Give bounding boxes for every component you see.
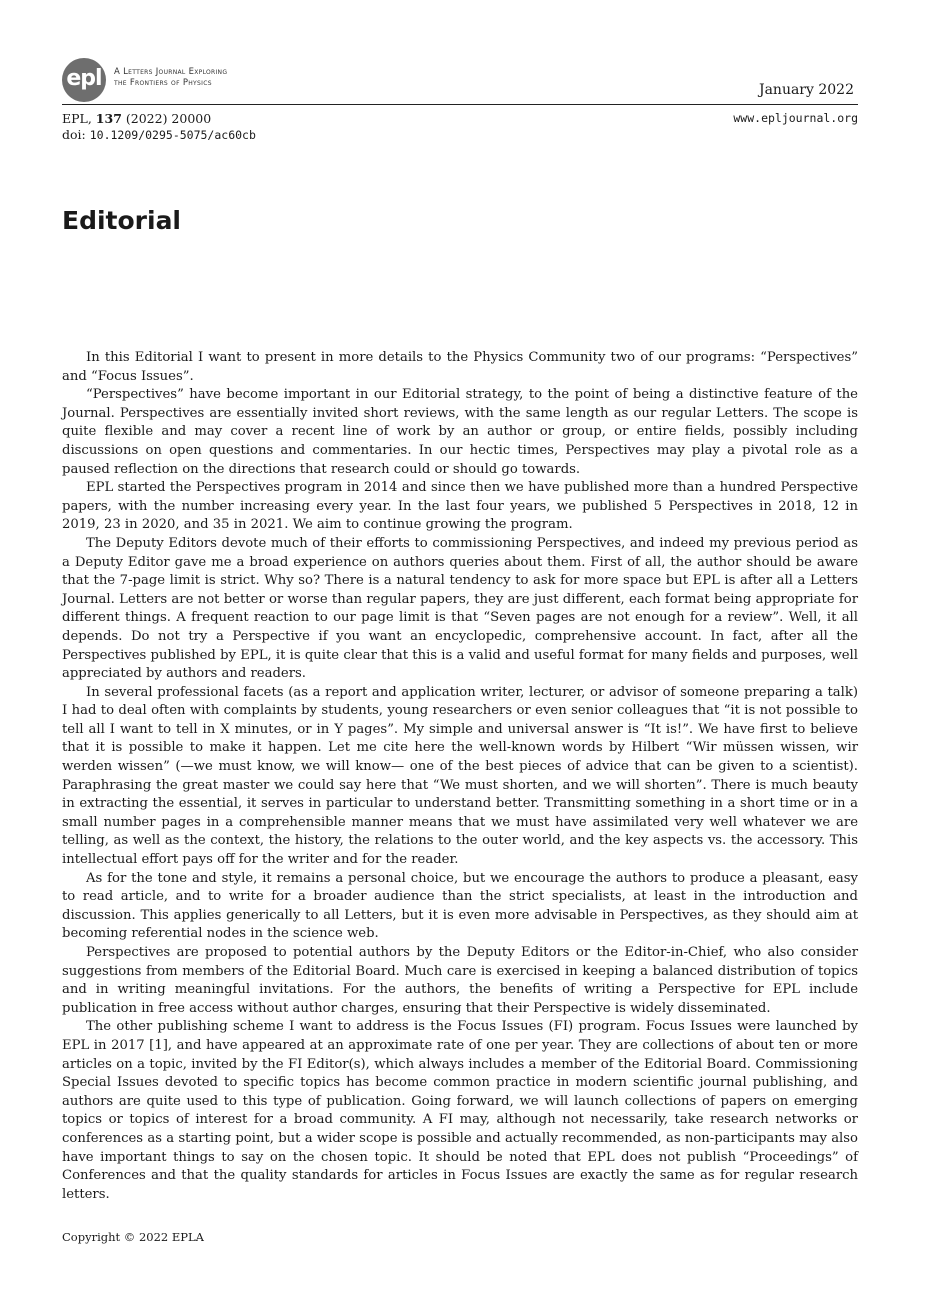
website-link[interactable]: www.epljournal.org [733,111,858,125]
logo-text: epl [66,65,102,91]
paragraph: As for the tone and style, it remains a personal choice, but we encourage the authors to produce a pleasant, easy to read article, and to write for a broader audience than the strict specialists, at least in the introduction and discussion. This applies generically to all Letters, but it is even more advisable in Perspectives, as they should aim at becoming referential nodes in the science web. [62,870,858,942]
paragraph: “Perspectives” have become important in our Editorial strategy, to the point of being a distinctive feature of the Journal. Perspectives are essentially invited short reviews, with the same length as our regular Letters. The scope is quite flexible and may cover a recent line of work by an author or group, or entire fields, possibly including discussions on open questions and commentaries. In our hectic times, Perspectives may play a pivotal role as a paused reflection on the directions that research could or should go towards. [62,387,858,477]
doi-link[interactable]: 10.1209/0295-5075/ac60cb [89,128,256,142]
volume: 137 [95,111,122,126]
paragraph: The Deputy Editors devote much of their efforts to commissioning Perspectives, and indeed my previous period as a Deputy Editor gave me a broad experience on authors queries about them. First of all, the author should be aware that the 7-page limit is strict. Why so? There is a natural tendency to ask for more space but EPL is after all a Letters Journal. Letters are not better or worse than regular papers, they are just different, each format being appropriate for different things. A frequent reaction to our page limit is that “Seven pages are not enough for a review”. Well, it all depends. Do not try a Perspective if you want an encyclopedic, comprehensive account. In fact, after all the Perspectives published by EPL, it is quite clear that this is a valid and useful format for many fields and purposes, well appreciated by authors and readers. [62,535,858,682]
tagline-line-2: the Frontiers of Physics [114,78,212,88]
header-rule [62,104,858,105]
journal-tagline [114,67,227,89]
paragraph: In several professional facets (as a report and application writer, lecturer, or advisor of someone preparing a talk) I had to deal often with complaints by students, young researchers or even senior colleagues that “it is not possible to tell all I want to tell in X minutes, or in Y pages”. My simple and universal answer is “It is!”. We have first to believe that it is possible to make it happen. Let me cite here the well-known words by Hilbert “Wir müssen wissen, wir werden wissen” (—we must know, we will know— one of the best pieces of advice that can be given to a scientist). Paraphrasing the great master we could say here that “We must shorten, and we will shorten”. There is much beauty in extracting the essential, it serves in particular to understand better. Transmitting something in a short time or in a small number pages in a comprehensible manner means that we must have assimilated very well whatever we are telling, as well as the context, the history, the relations to the outer world, and the key aspects vs. the accessory. This intellectual effort pays off for the writer and for the reader. [62,684,858,868]
paragraph: EPL started the Perspectives program in 2014 and since then we have published more than a hundred Perspective papers, with the number increasing every year. In the last four years, we published 5 Perspectives in 2018, 12 in 2019, 23 in 2020, and 35 in 2021. We aim to continue growing the program. [62,480,858,533]
citation-block [62,111,256,143]
paragraph: In this Editorial I want to present in more details to the Physics Community two of our programs: “Perspectives” and “Focus Issues”. [62,350,858,384]
paragraph: The other publishing scheme I want to address is the Focus Issues (FI) program. Focus Issues were launched by EPL in 2017 [1], and have appeared at an approximate rate of one per year. They are collections of about ten or more articles on a topic, invited by the FI Editor(s), which always includes a member of the Editorial Board. Commissioning Special Issues devoted to specific topics has become common practice in modern scientific journal publishing, and authors are quite used to this type of publication. Going forward, we will launch collections of papers on emerging topics or topics of interest for a broad community. A FI may, although not necessarily, take research networks or conferences as a starting point, but a wider scope is possible and actually recommended, as non-participants may also have important things to say on the chosen topic. It should be noted that EPL does not publish “Proceedings” of Conferences and that the quality standards for articles in Focus Issues are exactly the same as for regular research letters. [62,1019,858,1202]
doi-line [62,127,256,143]
citation-line [62,111,256,127]
year-page: (2022) 20000 [125,111,212,126]
tagline-line-1: A Letters Journal Exploring [114,67,228,77]
epl-logo [62,58,106,102]
issue-date: January 2022 [758,82,854,98]
article-body [62,349,858,1204]
article-title: Editorial [62,206,182,235]
paragraph: Perspectives are proposed to potential authors by the Deputy Editors or the Editor-in-Chief, who also consider suggestions from members of the Editorial Board. Much care is exercised in keeping a balanced distribution of topics and in writing meaningful invitations. For the authors, the benefits of writing a Perspective for EPL include publication in free access without author charges, ensuring that their Perspective is widely disseminated. [62,945,858,1016]
journal-name: EPL, [62,111,92,126]
copyright-footer: Copyright © 2022 EPLA [62,1230,204,1244]
doi-label: doi: [62,127,86,142]
